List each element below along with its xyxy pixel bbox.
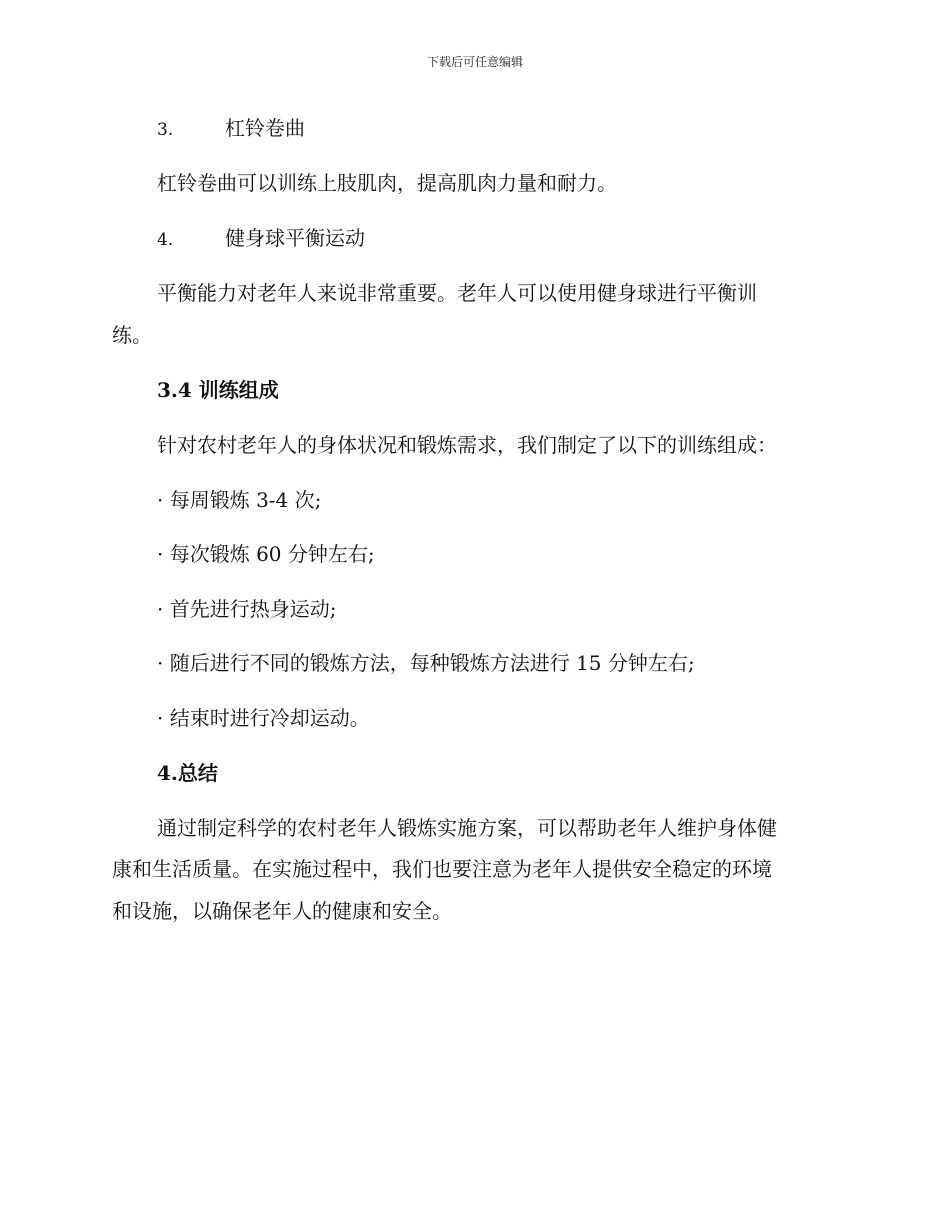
- paragraph-barbell: 杠铃卷曲可以训练上肢肌肉，提高肌肉力量和耐力。: [157, 171, 617, 195]
- paragraph-summary-line-1: 通过制定科学的农村老年人锻炼实施方案，可以帮助老年人维护身体健: [157, 816, 777, 840]
- list-item-title: 杠铃卷曲: [225, 116, 305, 140]
- paragraph-balance-line-1: 平衡能力对老年人来说非常重要。老年人可以使用健身球进行平衡训: [157, 281, 757, 305]
- paragraph-balance-line-2: 练。: [112, 323, 152, 347]
- bullet-item: · 结束时进行冷却运动。: [157, 706, 370, 730]
- paragraph-training-intro: 针对农村老年人的身体状况和锻炼需求，我们制定了以下的训练组成：: [157, 433, 777, 457]
- paragraph-summary-line-3: 和设施，以确保老年人的健康和安全。: [112, 899, 452, 923]
- bullet-item: · 每周锻炼 3-4 次;: [157, 488, 322, 512]
- bullet-item: · 随后进行不同的锻炼方法，每种锻炼方法进行 15 分钟左右;: [157, 651, 695, 675]
- list-item-number: 4.: [157, 230, 174, 250]
- page-header: 下载后可任意编辑: [426, 55, 523, 69]
- list-item-4: [157, 226, 365, 252]
- list-item-3: [157, 116, 305, 142]
- bullet-item: · 每次锻炼 60 分钟左右;: [157, 542, 375, 566]
- bullet-item: · 首先进行热身运动;: [157, 597, 337, 621]
- paragraph-summary-line-2: 康和生活质量。在实施过程中，我们也要注意为老年人提供安全稳定的环境: [112, 857, 772, 881]
- section-heading-training: 3.4 训练组成: [157, 378, 279, 402]
- list-item-number: 3.: [157, 120, 174, 140]
- section-heading-summary: 4.总结: [157, 761, 218, 785]
- list-item-title: 健身球平衡运动: [225, 226, 365, 250]
